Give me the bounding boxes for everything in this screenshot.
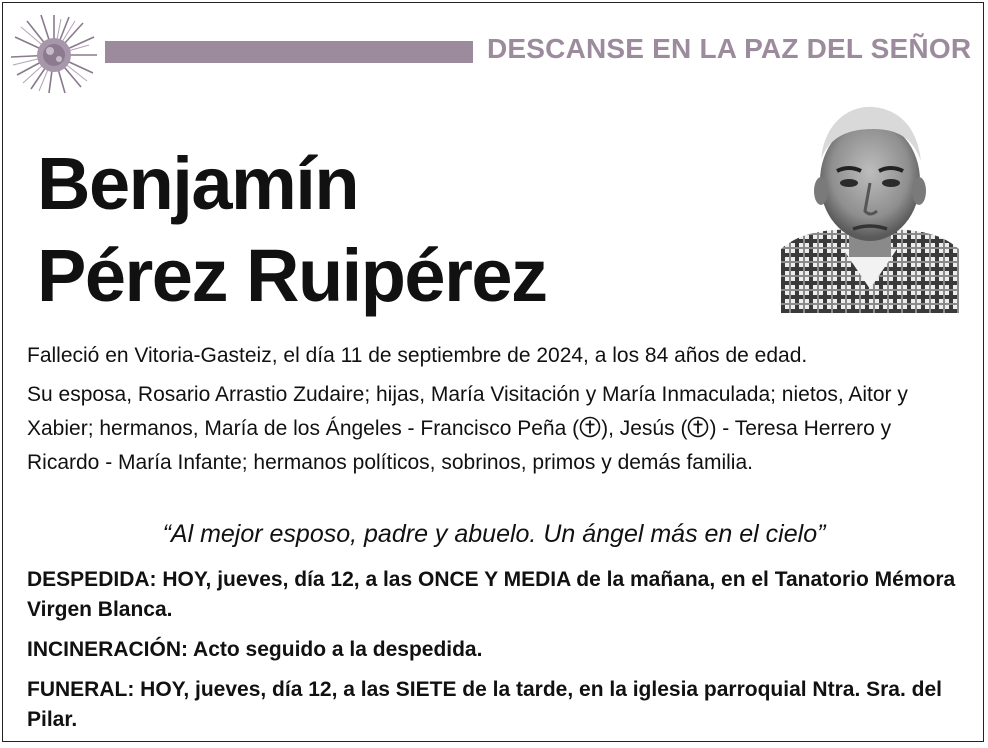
incineracion-info: INCINERACIÓN: Acto seguido a la despedida. bbox=[27, 638, 483, 661]
thistle-flower-icon bbox=[9, 13, 99, 95]
family-text-3: ) - Teresa Herrero y Ricardo - María Infante; hermanos políticos, sobrinos, primos y demás familia. bbox=[27, 417, 892, 474]
memorial-quote: “Al mejor esposo, padre y abuelo. Un ángel más en el cielo” bbox=[162, 520, 826, 548]
death-announcement: Falleció en Vitoria-Gasteiz, el día 11 de septiembre de 2024, a los 84 años de edad. bbox=[27, 344, 808, 367]
cross-icon bbox=[579, 416, 601, 438]
family-text-2: ), Jesús ( bbox=[601, 417, 688, 440]
family-text-1: Su esposa, Rosario Arrastio Zudaire; hijas, María Visitación y María Inmaculada; nietos, Aitor y Xabier; hermanos, María de los Ángeles - Francisco Peña ( bbox=[27, 383, 908, 440]
header-bar bbox=[105, 41, 473, 63]
body-text bbox=[27, 341, 967, 480]
obituary-page bbox=[2, 2, 984, 742]
deceased-photo bbox=[781, 99, 959, 313]
despedida-info: DESPEDIDA: HOY, jueves, día 12, a las ONCE Y MEDIA de la mañana, en el Tanatorio Mémora Virgen Blanca. bbox=[27, 568, 956, 621]
family-paragraph bbox=[27, 378, 967, 480]
first-name: Benjamín bbox=[37, 142, 359, 225]
surnames: Pérez Ruipérez bbox=[37, 234, 547, 317]
header-title: DESCANSE EN LA PAZ DEL SEÑOR bbox=[487, 33, 972, 64]
deceased-name bbox=[37, 138, 547, 322]
funeral-info: FUNERAL: HOY, jueves, día 12, a las SIETE de la tarde, en la iglesia parroquial Ntra. Sra. del Pilar. bbox=[27, 678, 942, 731]
cross-icon bbox=[687, 416, 709, 438]
